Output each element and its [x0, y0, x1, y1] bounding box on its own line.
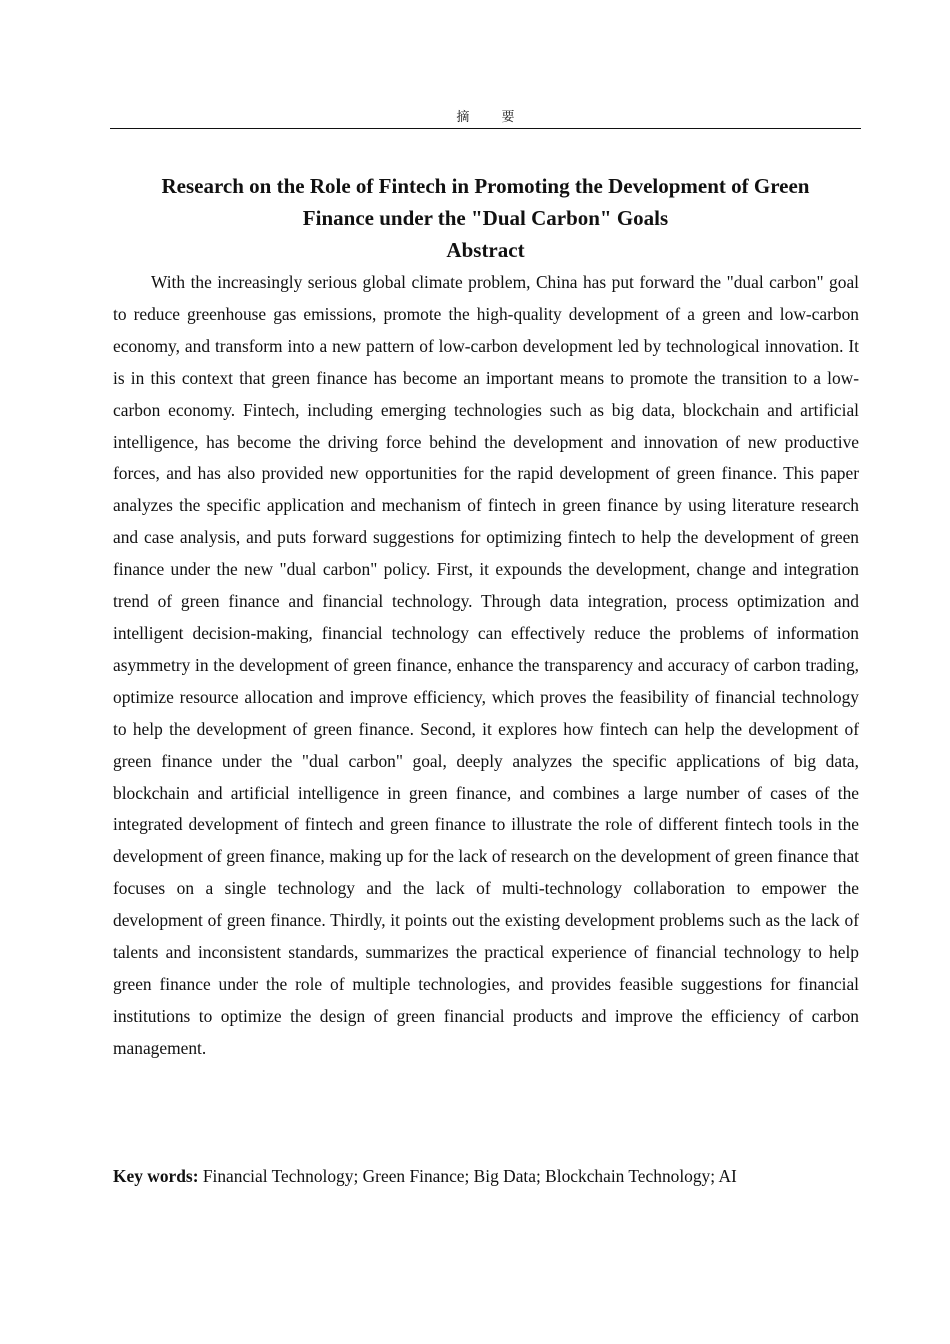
keywords-value: Financial Technology; Green Finance; Big Data; Blockchain Technology; AI: [198, 1166, 737, 1186]
paper-title-line-1: Research on the Role of Fintech in Promoting the Development of Green: [161, 174, 810, 198]
abstract-body: With the increasingly serious global climate problem, China has put forward the "dual carbon" goal to reduce greenhouse gas emissions, promote the high-quality development of a green and low-carbon economy, and transform into a new pattern of low-carbon development led by technological innovation. It is in this context that green finance has become an important means to promote the transition to a low-carbon economy. Fintech, including emerging technologies such as big data, blockchain and artificial intelligence, has become the driving force behind the development and innovation of new productive forces, and has also provided new opportunities for the rapid development of green finance. This paper analyzes the specific application and mechanism of fintech in green finance by using literature research and case analysis, and puts forward suggestions for optimizing fintech to help the development of green finance under the new "dual carbon" policy. First, it expounds the development, change and integration trend of green finance and financial technology. Through data integration, process optimization and intelligent decision-making, financial technology can effectively reduce the problems of information asymmetry in the development of green finance, enhance the transparency and accuracy of carbon trading, optimize resource allocation and improve efficiency, which proves the feasibility of financial technology to help the development of green finance. Second, it explores how fintech can help the development of green finance under the "dual carbon" goal, deeply analyzes the specific applications of big data, blockchain and artificial intelligence in green finance, and combines a large number of cases of the integrated development of fintech and green finance to illustrate the role of different fintech tools in the development of green finance, making up for the lack of research on the development of green finance that focuses on a single technology and the lack of multi-technology collaboration to empower the development of green finance. Thirdly, it points out the existing development problems such as the lack of talents and inconsistent standards, summarizes the practical experience of financial technology to help green finance under the role of multiple technologies, and provides feasible suggestions for financial institutions to optimize the design of green financial products and improve the efficiency of carbon management.: [113, 272, 859, 1058]
paper-title: [110, 170, 861, 234]
header-rule: [110, 128, 861, 129]
keywords-line: [113, 1160, 859, 1192]
running-header: 摘 要: [456, 110, 529, 125]
paper-title-line-2: Finance under the "Dual Carbon" Goals: [302, 206, 669, 230]
abstract-heading: Abstract: [446, 238, 525, 262]
keywords-label: Key words:: [113, 1166, 199, 1186]
